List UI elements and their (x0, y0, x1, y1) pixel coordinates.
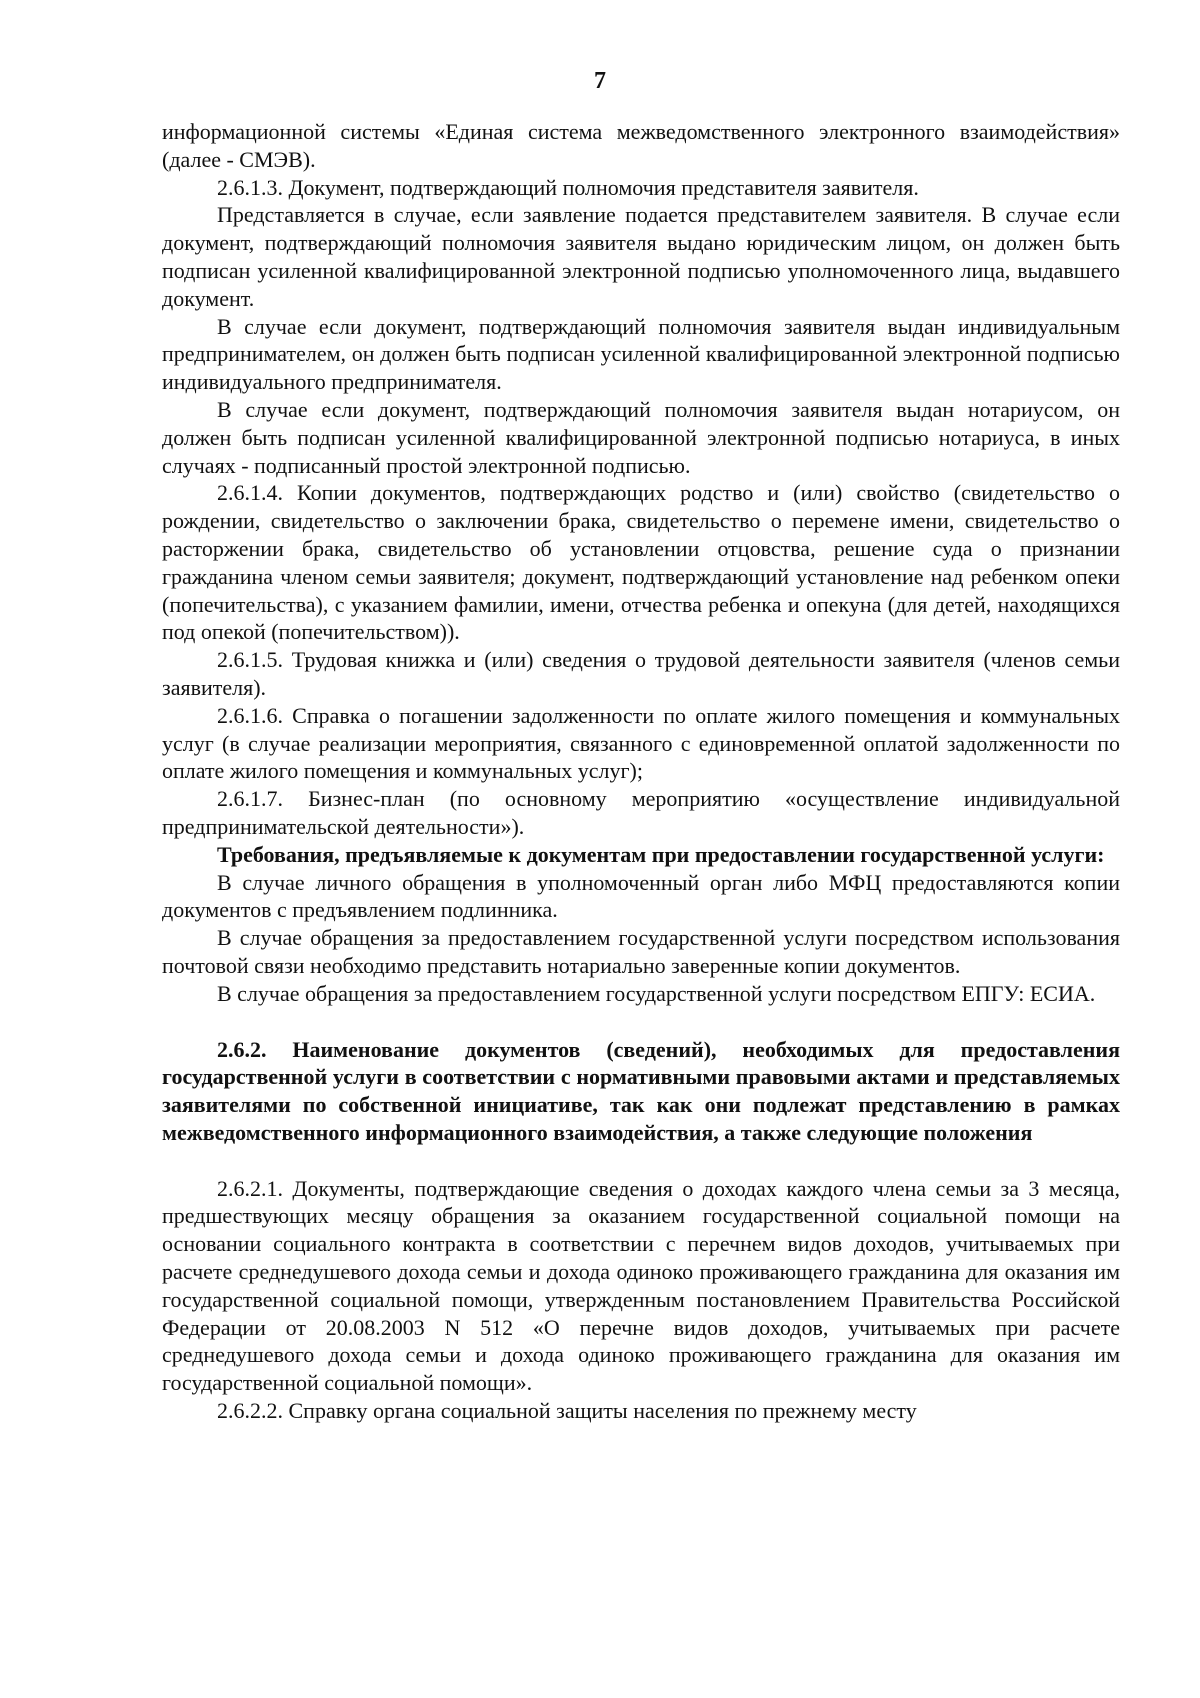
paragraph-2-6-2-1: 2.6.2.1. Документы, подтверждающие сведения о доходах каждого члена семьи за 3 месяца, предшествующих месяцу обращения за оказанием государственной социальной помощи на основании социального контракта в соответствии с перечнем видов доходов, учитываемых при расчете среднедушевого дохода семьи и дохода одиноко проживающего гражданина для оказания им государственной социальной помощи, утвержденным постановлением Правительства Российской Федерации от 20.08.2003 N 512 «О перечне видов доходов, учитываемых при расчете среднедушевого дохода семьи и дохода одиноко проживающего гражданина для оказания им государственной социальной помощи». (162, 1175, 1120, 1396)
document-body (162, 118, 1120, 1425)
paragraph-personal-visit: В случае личного обращения в уполномоченный орган либо МФЦ предоставляются копии документов с предъявлением подлинника. (162, 869, 1120, 923)
paragraph-2-6-2-2: 2.6.2.2. Справку органа социальной защиты населения по прежнему месту (217, 1398, 917, 1424)
paragraph-individual-entrepreneur: В случае если документ, подтверждающий полномочия заявителя выдан индивидуальным предпринимателем, он должен быть подписан усиленной квалифицированной электронной подписью индивидуального предпринимателя. (162, 313, 1120, 395)
paragraph-2-6-1-5: 2.6.1.5. Трудовая книжка и (или) сведения о трудовой деятельности заявителя (членов семьи заявителя). (162, 647, 1120, 700)
requirements-heading: Требования, предъявляемые к документам при предоставлении государственной услуги: (217, 841, 1105, 867)
paragraph-2-6-1-4: 2.6.1.4. Копии документов, подтверждающих родство и (или) свойство (свидетельство о рождении, свидетельство о заключении брака, свидетельство о перемене имени, свидетельство о расторжении брака, свидетельство об установлении отцовства, решение суда о признании гражданина членом семьи заявителя; документ, подтверждающий установление над ребенком опеки (попечительства), с указанием фамилии, имени, отчества ребенка и опекуна (для детей, находящихся под опекой (попечительством)). (162, 480, 1120, 645)
page-number: 7 (594, 68, 606, 94)
paragraph-2-6-1-3: 2.6.1.3. Документ, подтверждающий полномочия представителя заявителя. (217, 174, 919, 200)
paragraph-2-6-1-7: 2.6.1.7. Бизнес-план (по основному мероприятию «осуществление индивидуальной предпринимательской деятельности»). (162, 786, 1120, 839)
paragraph-postal: В случае обращения за предоставлением государственной услуги посредством использования почтовой связи необходимо представить нотариально заверенные копии документов. (162, 925, 1120, 978)
paragraph-representative-legal-entity: Представляется в случае, если заявление подается представителем заявителя. В случае если документ, подтверждающий полномочия заявителя выдано юридическим лицом, он должен быть подписан усиленной квалифицированной электронной подписью уполномоченного лица, выдавшего документ. (162, 202, 1120, 311)
paragraph-epgu: В случае обращения за предоставлением государственной услуги посредством ЕПГУ: ЕСИА. (217, 980, 1096, 1006)
paragraph-notary: В случае если документ, подтверждающий полномочия заявителя выдан нотариусом, он должен быть подписан усиленной квалифицированной электронной подписью нотариуса, в иных случаях - подписанный простой электронной подписью. (162, 396, 1120, 478)
paragraph-2-6-1-6: 2.6.1.6. Справка о погашении задолженности по оплате жилого помещения и коммунальных услуг (в случае реализации мероприятия, связанного с единовременной оплатой задолженности по оплате жилого помещения и коммунальных услуг); (162, 702, 1120, 784)
section-heading-2-6-2: 2.6.2. Наименование документов (сведений), необходимых для предоставления государственной услуги в соответствии с нормативными правовыми актами и представляемых заявителями по собственной инициативе, так как они подлежат представлению в рамках межведомственного информационного взаимодействия, а также следующие положения (162, 1036, 1120, 1145)
paragraph-smev-continuation: информационной системы «Единая система межведомственного электронного взаимодействия» (далее - СМЭВ). (162, 119, 1120, 172)
